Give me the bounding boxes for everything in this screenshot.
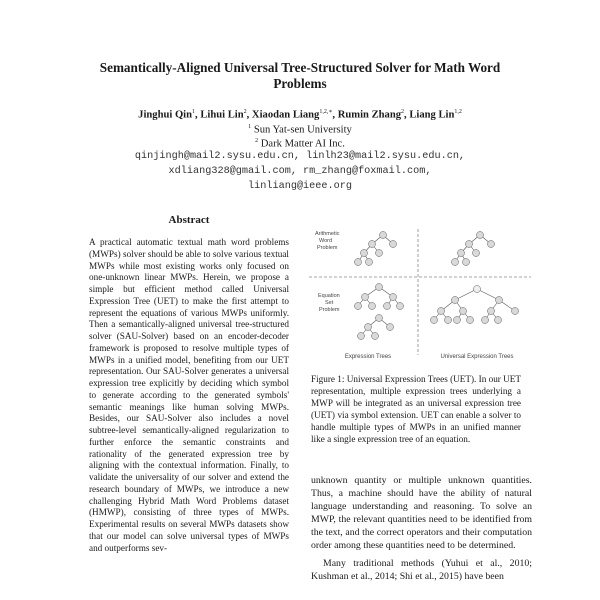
author-sup: 1,2: [454, 109, 462, 115]
tree-node: [384, 303, 391, 310]
tree-node: [466, 241, 473, 248]
tree-node: [369, 241, 376, 248]
tree-node: [454, 317, 461, 324]
tree-node: [365, 324, 372, 331]
tree-arithmetic-expression: [358, 235, 393, 262]
tree-node: [397, 303, 404, 310]
tree-equation-uet: [434, 289, 515, 320]
tree-node: [376, 315, 383, 322]
tree-node: [358, 333, 365, 340]
tree-node: [355, 303, 362, 310]
tree-node: [452, 259, 459, 266]
tree-equation-1-nodes: [355, 284, 404, 310]
tree-node: [369, 303, 376, 310]
author-sup: 2: [401, 109, 405, 115]
tree-node: [431, 317, 438, 324]
tree-node: [482, 317, 489, 324]
affiliation-name: Sun Yat-sen University: [253, 124, 352, 136]
tree-arithmetic-uet: [455, 235, 491, 262]
affiliation-2: [60, 135, 540, 151]
tree-equation-2-nodes: [358, 315, 394, 340]
author-name: Rumin Zhang: [337, 109, 402, 121]
tree-node: [380, 232, 387, 239]
figure-universal-expression-trees: [305, 227, 533, 364]
affiliation-name: Dark Matter AI Inc.: [260, 138, 345, 150]
email-line-1: qinjingh@mail2.sysu.edu.cn, linlh23@mail2.sysu.edu.cn,: [134, 151, 466, 162]
tree-root-node-highlight: [474, 286, 481, 293]
figure-diagram: [305, 227, 533, 364]
author-sup: 1,2,∗: [319, 109, 333, 115]
tree-node: [460, 308, 467, 315]
paper-title: [60, 60, 540, 92]
tree-node: [445, 317, 452, 324]
tree-node: [387, 324, 394, 331]
tree-node: [477, 232, 484, 239]
tree-node: [390, 294, 397, 301]
author-name: Lihui Lin: [200, 109, 244, 121]
tree-node: [438, 308, 445, 315]
tree-node: [458, 250, 465, 257]
tree-node: [452, 297, 459, 304]
col-label-expression-trees: Expression Trees: [344, 354, 392, 360]
paper-title-line-2: Problems: [273, 76, 327, 91]
figure-caption: Figure 1: Universal Expression Trees (UET). In our UET representation, multiple expression trees underlying a MWP will be integrated as an universal expression tree (UET) via symbol extension. UET can enable a solver to handle multiple types of MWPs in an unified manner like a single expression tree of an equation.: [311, 374, 522, 444]
email-line-2: xdliang328@gmail.com, rm_zhang@foxmail.com,: [168, 166, 432, 177]
body-text: [311, 474, 532, 583]
tree-node: [467, 317, 474, 324]
tree-node: [362, 294, 369, 301]
tree-node: [376, 250, 383, 257]
tree-node: [390, 241, 397, 248]
tree-node: [366, 259, 373, 266]
email-line-3: linliang@ieee.org: [248, 181, 352, 192]
tree-node: [355, 259, 362, 266]
tree-node: [376, 284, 383, 291]
row-label-equation-set: Equation Set Problem: [318, 293, 340, 313]
body-paragraph: Many traditional methods (Yuhui et al., 2010; Kushman et al., 2014; Shi et al., 2015) have been: [311, 557, 532, 582]
author-name: Jinghui Qin: [138, 109, 193, 121]
abstract-text: A practical automatic textual math word problems (MWPs) solver should be able to solve various textual MWPs while most existing works only focused on one-unknown linear MWPs. Herein, we propose a simple but efficient method called Universal Expression Tree (UET) to make the first attempt to represent the equations of various MWPs uniformly. Then a semantically-aligned universal tree-structured solver (SAU-Solver) based on an encoder-decoder framework is proposed to resolve multiple types of MWPs in a unified model, benefiting from our UET representation. Our SAU-Solver generates a universal expression tree explicitly by deciding which symbol to generate according to the generated symbols' semantic meanings like human solving MWPs. Besides, our SAU-Solver also includes a novel subtree-level semantically-aligned regularization to further enforce the semantic constraints and rationality of the generated expression tree by aligning with the contextual information. Finally, to validate the universality of our solver and extend the research boundary of MWPs, we introduce a new challenging Hybrid Math Word Problems dataset (HMWP), consisting of three types of MWPs. Experimental results on several MWPs datasets show that our model can solve universal types of MWPs and outperforms sev-: [89, 237, 289, 553]
tree-node: [495, 317, 502, 324]
author-name: Xiaodan Liang: [251, 109, 320, 121]
tree-node: [361, 250, 368, 257]
affiliation-sup: 2: [255, 138, 259, 144]
author-sup: 2: [243, 109, 247, 115]
abstract-heading: Abstract: [168, 214, 210, 226]
body-paragraph: unknown quantity or multiple unknown quantities. Thus, a machine should have the ability of natural language understanding and reasoning. To solve an MWP, the relevant quantities need to be identified from the text, and the correct operators and their computation order among these quantities need to be determined.: [311, 475, 532, 552]
tree-node: [488, 308, 495, 315]
tree-node: [512, 308, 519, 315]
tree-node: [473, 250, 480, 257]
tree-node: [488, 241, 495, 248]
tree-node: [496, 297, 503, 304]
paper-title-line-1: Semantically-Aligned Universal Tree-Structured Solver for Math Word: [99, 60, 501, 75]
row-label-arithmetic: Arithmetic Word Problem: [315, 231, 340, 251]
author-sup: 1: [192, 109, 196, 115]
col-label-universal-expression-trees: Universal Expression Trees: [440, 354, 514, 360]
tree-node: [463, 259, 470, 266]
tree-uet-nodes: [452, 232, 495, 266]
affiliation-sup: 1: [248, 124, 252, 130]
author-name: Liang Lin: [409, 109, 455, 121]
tree-node: [372, 333, 379, 340]
author-list: Jinghui Qin$^1$, Lihui Lin$^2$, Xiaodan Liang$^{1,2,∗}$, Rumin Zhang$^2$, Liang Lin$^{1,2}$: [138, 109, 462, 121]
